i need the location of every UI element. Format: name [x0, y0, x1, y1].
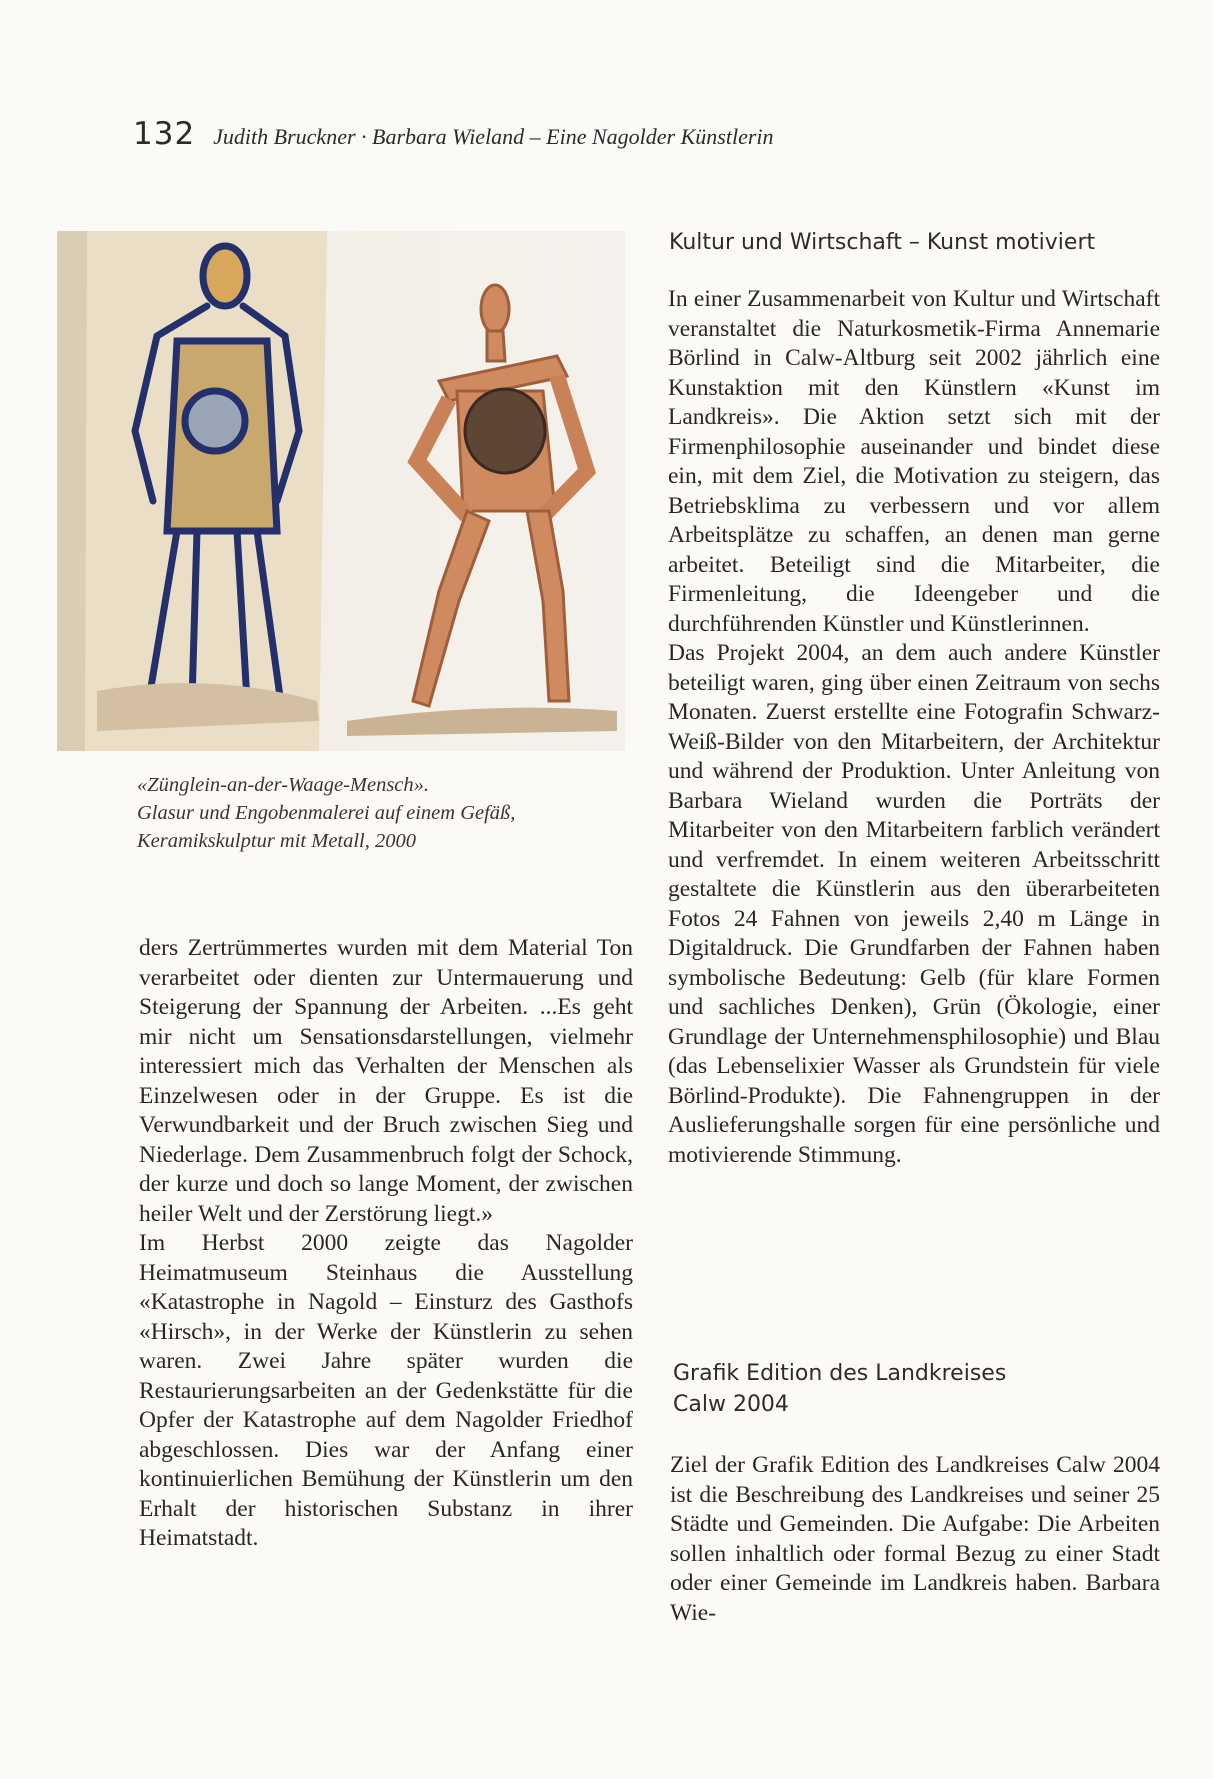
page-number: 132 [133, 116, 196, 152]
running-title: Judith Bruckner · Barbara Wieland – Eine Nagolder Künstlerin [213, 124, 774, 149]
section-heading [673, 1358, 1006, 1420]
caption-line: Glasur und Engobenmalerei auf einem Gefäß, [137, 802, 516, 824]
body-paragraph: In einer Zusammenarbeit von Kultur und Wirtschaft veranstaltet die Naturkosmetik-Firma Annemarie Börlind in Calw-Altburg seit 2002 jährlich eine Kunstaktion mit den Künstlern «Kunst im Landkreis». Die Aktion setzt sich mit der Firmenphilosophie auseinander und bindet diese ein, mit dem Ziel, die Motivation zu steigern, das Betriebsklima zu verbessern und vor allem Arbeitsplätze zu schaffen, an denen man gerne arbeitet. Beteiligt sind die Mitarbeiter, die Firmenleitung, die Ideengeber und die durchführenden Künstler und Künstlerinnen. [668, 286, 1160, 637]
left-column [139, 934, 633, 1554]
artwork-photo [57, 231, 625, 751]
right-column-section-2 [670, 1451, 1160, 1628]
body-paragraph: Das Projekt 2004, an dem auch andere Künstler beteiligt waren, ging über einen Zeitraum von sechs Monaten. Zuerst erstellte eine Fotografin Schwarz-Weiß-Bilder von den Mitarbeitern, der Architektur und während der Produktion. Unter Anleitung von Barbara Wieland wurden die Porträts der Mitarbeiter von den Mitarbeitern farblich verändert und verfremdet. In einem weiteren Arbeitsschritt gestaltete die Künstlerin aus den überarbeiteten Fotos 24 Fahnen von jeweils 2,40 m Länge in Digitaldruck. Die Grundfarben der Fahnen haben symbolische Bedeutung: Gelb (für klare Formen und sachliches Denken), Grün (Ökologie, einer Grundlage der Unternehmensphilosophie) und Blau (das Lebenselixier Wasser als Grundstein für viele Börlind-Produkte). Die Fahnengruppen in der Auslieferungshalle sorgen für eine persönliche und motivierende Stimmung. [668, 640, 1160, 1168]
clay-sculpture [413, 285, 587, 706]
body-paragraph: Ziel der Grafik Edition des Landkreises Calw 2004 ist die Beschreibung des Landkreises und seiner 25 Städte und Gemeinden. Die Aufgabe: Die Arbeiten sollen inhaltlich oder formal Bezug zu einer Stadt oder einer Gemeinde im Landkreis haben. Barbara Wie- [670, 1452, 1160, 1626]
heading-line: Calw 2004 [673, 1392, 789, 1417]
artwork-illustration [57, 231, 625, 751]
heading-line: Grafik Edition des Landkreises [673, 1361, 1007, 1386]
body-paragraph: ders Zertrümmertes wurden mit dem Material Ton verarbeitet oder dienten zur Untermauerung und Steigerung der Spannung der Arbeiten. ...Es geht mir nicht um Sensationsdarstellungen, vielmehr interessiert mich das Verhalten der Menschen als Einzelwesen oder in der Gruppe. Es ist die Verwundbarkeit und der Bruch zwischen Sieg und Niederlage. Dem Zusammenbruch folgt der Schock, der kurze und doch so lange Moment, der zwischen heiler Welt und der Zerstörung liegt.» [139, 935, 633, 1227]
figure-caption [137, 771, 607, 855]
caption-line: Keramikskulptur mit Metall, 2000 [137, 830, 417, 852]
caption-line: «Zünglein-an-der-Waage-Mensch». [137, 774, 430, 796]
section-heading: Kultur und Wirtschaft – Kunst motiviert [669, 230, 1096, 255]
right-column-section-1 [668, 285, 1160, 1170]
page-header [133, 116, 774, 152]
body-paragraph: Im Herbst 2000 zeigte das Nagolder Heimatmuseum Steinhaus die Ausstellung «Katastrophe in Nagold – Einsturz des Gasthofs «Hirsch», in der Werke der Künstlerin zu sehen waren. Zwei Jahre später wurden die Restaurierungsarbeiten an der Gedenkstätte für die Opfer der Katastrophe auf dem Nagolder Friedhof abgeschlossen. Dies war der Anfang einer kontinuierlichen Bemühung der Künstlerin um den Erhalt der historischen Substanz in ihrer Heimatstadt. [139, 1230, 633, 1551]
